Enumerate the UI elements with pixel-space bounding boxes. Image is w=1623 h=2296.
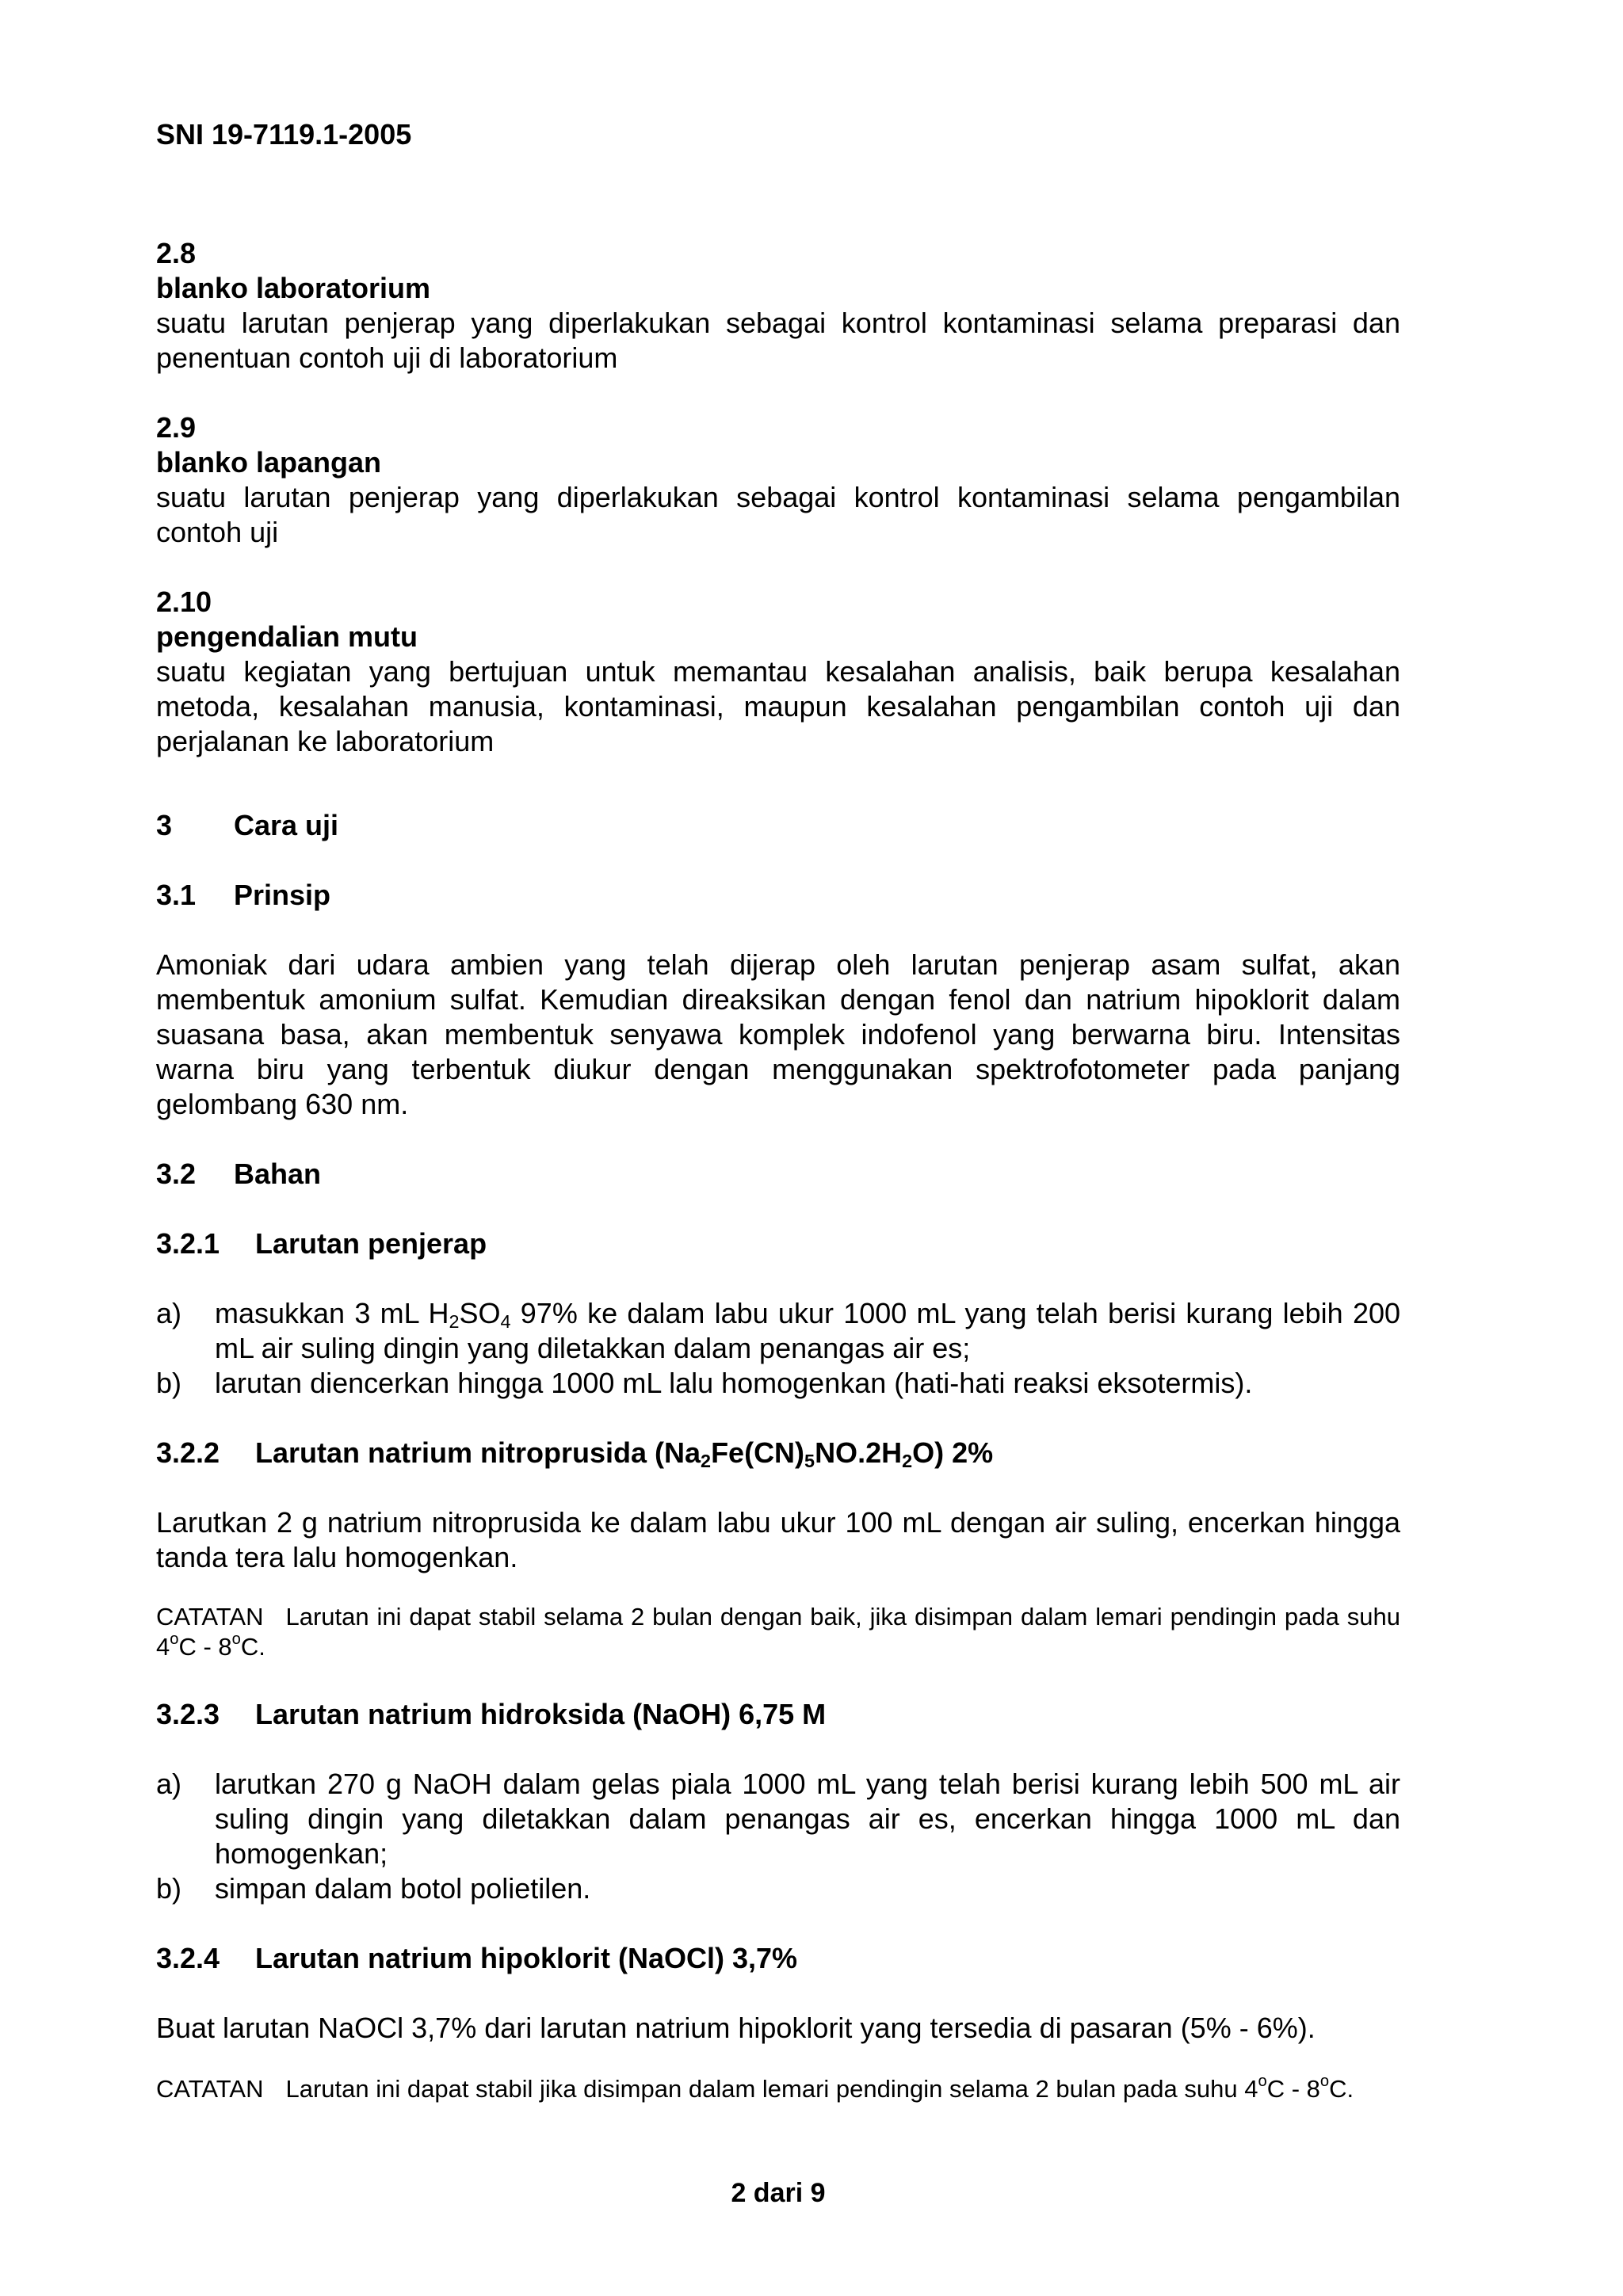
section-title: Bahan — [234, 1158, 322, 1190]
document-page — [156, 0, 1400, 2296]
section-title: Larutan natrium nitroprusida $(Na_2Fe(CN)_5NO.2H_2O)$ 2% — [255, 1436, 994, 1471]
page-number: 2 dari 9 — [731, 2178, 826, 2208]
section-3-heading — [156, 808, 1400, 843]
naoh-steps — [156, 1767, 1400, 1906]
list-marker: b) — [156, 1367, 182, 1399]
nitroprusida-paragraph: Larutkan 2 g natrium nitroprusida ke dalam labu ukur 100 mL dengan air suling, encerkan hingga tanda tera lalu homogenkan. — [156, 1506, 1400, 1573]
definition-number: 2.8 — [156, 237, 197, 269]
section-3-2-4-heading — [156, 1941, 1400, 1976]
section-number: 3 — [156, 809, 173, 841]
section-number: 3.2.1 — [156, 1227, 220, 1260]
section-3-2-3-heading — [156, 1697, 1400, 1732]
document-code: SNI 19-7119.1-2005 — [156, 118, 412, 151]
definition-number: 2.9 — [156, 411, 197, 444]
section-number: 3.1 — [156, 879, 197, 911]
section-3-2-1-heading — [156, 1226, 1400, 1261]
list-marker: a) — [156, 1768, 182, 1800]
definition-2-10 — [156, 585, 1400, 759]
section-number: 3.2.4 — [156, 1942, 220, 1974]
list-item-text: simpan dalam botol polietilen. — [215, 1872, 591, 1905]
note-text: Larutan ini dapat stabil jika disimpan dalam lemari pendingin selama 2 bulan pada suhu 4$^o$C - 8$^o$C. — [285, 2072, 1354, 2103]
section-number: 3.2 — [156, 1158, 197, 1190]
definition-term: pengendalian mutu — [156, 620, 418, 653]
section-title: Larutan penjerap — [255, 1227, 487, 1260]
list-marker: a) — [156, 1297, 182, 1329]
definition-2-8 — [156, 236, 1400, 376]
section-title: Cara uji — [234, 809, 339, 841]
prinsip-paragraph: Amoniak dari udara ambien yang telah dijerap oleh larutan penjerap asam sulfat, akan membentuk amonium sulfat. Kemudian direaksikan dengan fenol dan natrium hipoklorit dalam suasana basa, akan membentuk senyawa komplek indofenol yang berwarna biru. Intensitas warna biru yang terbentuk diukur dengan menggunakan spektrofotometer pada panjang gelombang 630 nm. — [156, 948, 1400, 1120]
section-title: Prinsip — [234, 879, 331, 911]
list-item — [156, 1296, 1400, 1366]
section-number: 3.2.3 — [156, 1698, 220, 1730]
definition-2-9 — [156, 410, 1400, 550]
definition-text: suatu kegiatan yang bertujuan untuk memantau kesalahan analisis, baik berupa kesalahan metoda, kesalahan manusia, kontaminasi, maupun kesalahan pengambilan contoh uji dan perjalanan ke laboratorium — [156, 655, 1400, 757]
list-item-text: larutan diencerkan hingga 1000 mL lalu homogenkan (hati-hati reaksi eksotermis). — [215, 1367, 1253, 1399]
definition-term: blanko laboratorium — [156, 272, 431, 304]
section-title: Larutan natrium hipoklorit (NaOCl) 3,7% — [255, 1942, 798, 1974]
note-hipoklorit — [156, 2074, 1400, 2104]
hipoklorit-paragraph: Buat larutan NaOCl 3,7% dari larutan natrium hipoklorit yang tersedia di pasaran (5% - 6%). — [156, 2012, 1316, 2044]
definition-term: blanko lapangan — [156, 446, 382, 479]
section-3-1-heading — [156, 878, 1400, 913]
section-number: 3.2.2 — [156, 1436, 220, 1469]
section-3-2-2-heading — [156, 1436, 1400, 1470]
list-item-text: masukkan 3 mL $H_2SO_4$ 97% ke dalam labu ukur 1000 mL yang telah berisi kurang lebih 200 mL air suling dingin yang diletakkan dalam penangas air es; — [215, 1297, 1401, 1364]
larutan-penjerap-steps — [156, 1296, 1400, 1401]
list-item-text: larutkan 270 g NaOH dalam gelas piala 1000 mL yang telah berisi kurang lebih 500 mL air suling dingin yang diletakkan dalam penangas air es, encerkan hingga 1000 mL dan homogenkan; — [215, 1768, 1400, 1870]
definition-text: suatu larutan penjerap yang diperlakukan sebagai kontrol kontaminasi selama pengambilan contoh uji — [156, 481, 1400, 548]
definition-number: 2.10 — [156, 585, 212, 618]
section-title: Larutan natrium hidroksida (NaOH) 6,75 M — [255, 1698, 827, 1730]
list-item — [156, 1767, 1400, 1871]
list-item — [156, 1366, 1400, 1401]
definition-text: suatu larutan penjerap yang diperlakukan sebagai kontrol kontaminasi selama preparasi dan penentuan contoh uji di laboratorium — [156, 307, 1400, 374]
section-3-2-heading — [156, 1157, 1400, 1192]
note-nitroprusida — [156, 1602, 1400, 1662]
note-label: CATATAN — [156, 1603, 264, 1630]
list-marker: b) — [156, 1872, 182, 1905]
note-label: CATATAN — [156, 2075, 264, 2103]
note-text: Larutan ini dapat stabil selama 2 bulan dengan baik, jika disimpan dalam lemari pendingin pada suhu 4$^o$C - 8$^o$C. — [156, 1603, 1400, 1661]
list-item — [156, 1871, 1400, 1906]
